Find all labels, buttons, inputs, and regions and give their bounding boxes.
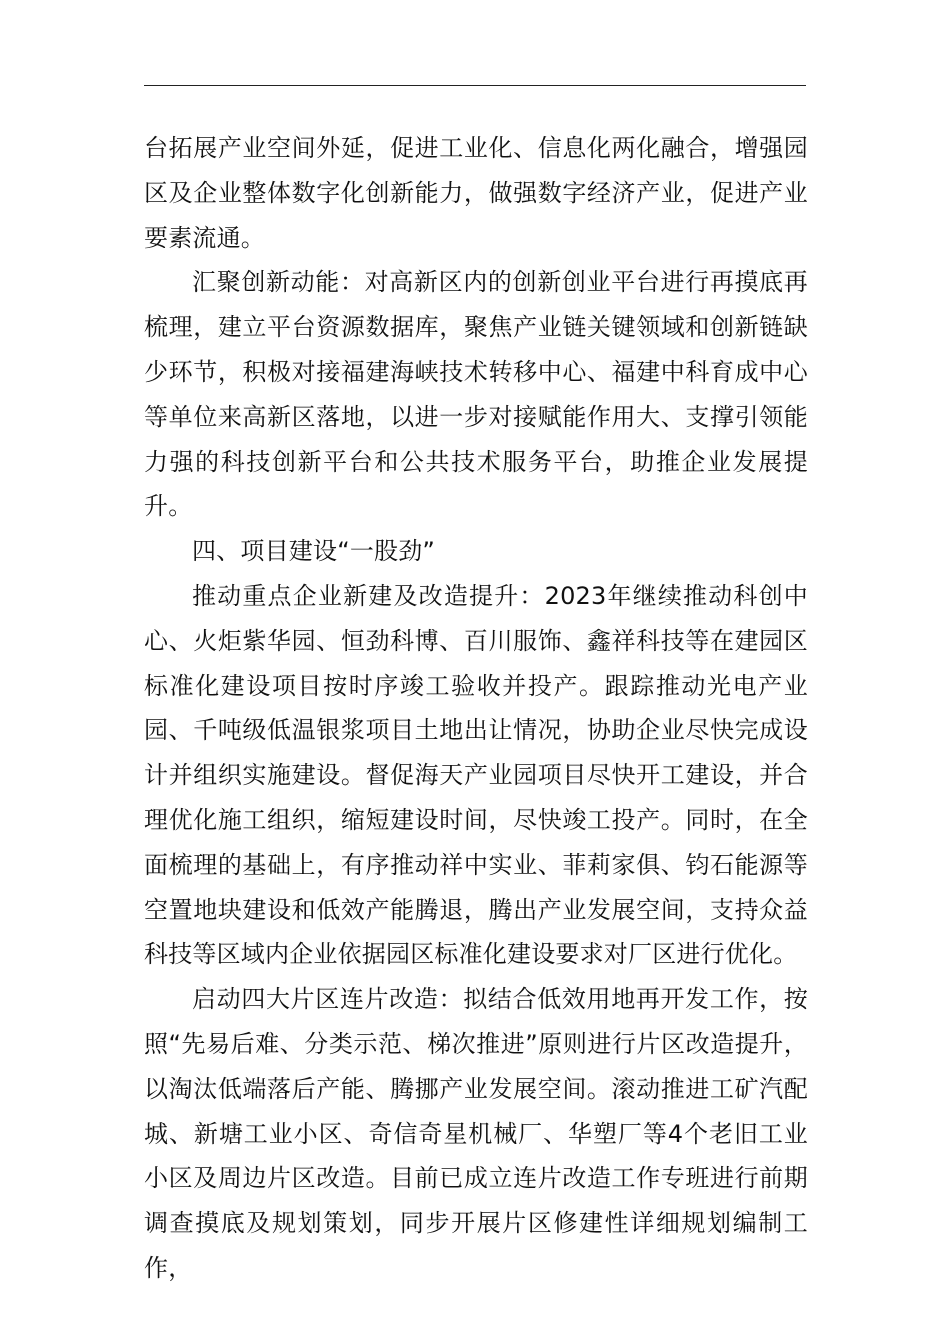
paragraph-innovation-momentum: 汇聚创新动能：对高新区内的创新创业平台进行再摸底再梳理，建立平台资源数据库，聚焦产业链关键领域和创新链缺少环节，积极对接福建海峡技术转移中心、福建中科育成中心等单位来高新区落地，以进一步对接赋能作用大、支撑引领能力强的科技创新平台和公共技术服务平台，助推企业发展提升。 bbox=[144, 268, 808, 521]
paragraph-continuation: 台拓展产业空间外延，促进工业化、信息化两化融合，增强园区及企业整体数字化创新能力，做强数字经济产业，促进产业要素流通。 bbox=[144, 134, 808, 252]
paragraph-key-enterprise-upgrade: 推动重点企业新建及改造提升：2023年继续推动科创中心、火炬紫华园、恒劲科博、百川服饰、鑫祥科技等在建园区标准化建设项目按时序竣工验收并投产。跟踪推动光电产业园、千吨级低温银浆项目土地出让情况，协助企业尽快完成设计并组织实施建设。督促海天产业园项目尽快开工建设，并合理优化施工组织，缩短建设时间，尽快竣工投产。同时，在全面梳理的基础上，有序推动祥中实业、菲莉家俱、钧石能源等空置地块建设和低效产能腾退，腾出产业发展空间，支持众益科技等区域内企业依据园区标准化建设要求对厂区进行优化。 bbox=[144, 581, 808, 969]
body-text bbox=[144, 126, 808, 1291]
paragraph-district-renovation: 启动四大片区连片改造：拟结合低效用地再开发工作，按照“先易后难、分类示范、梯次推进”原则进行片区改造提升，以淘汰低端落后产能、腾挪产业发展空间。滚动推进工矿汽配城、新塘工业小区、奇信奇星机械厂、华塑厂等4个老旧工业小区及周边片区改造。目前已成立连片改造工作专班进行前期调查摸底及规划策划，同步开展片区修建性详细规划编制工作， bbox=[144, 985, 808, 1282]
section-heading-project-construction: 四、项目建设“一股劲” bbox=[192, 537, 436, 566]
header-rule bbox=[144, 85, 806, 86]
